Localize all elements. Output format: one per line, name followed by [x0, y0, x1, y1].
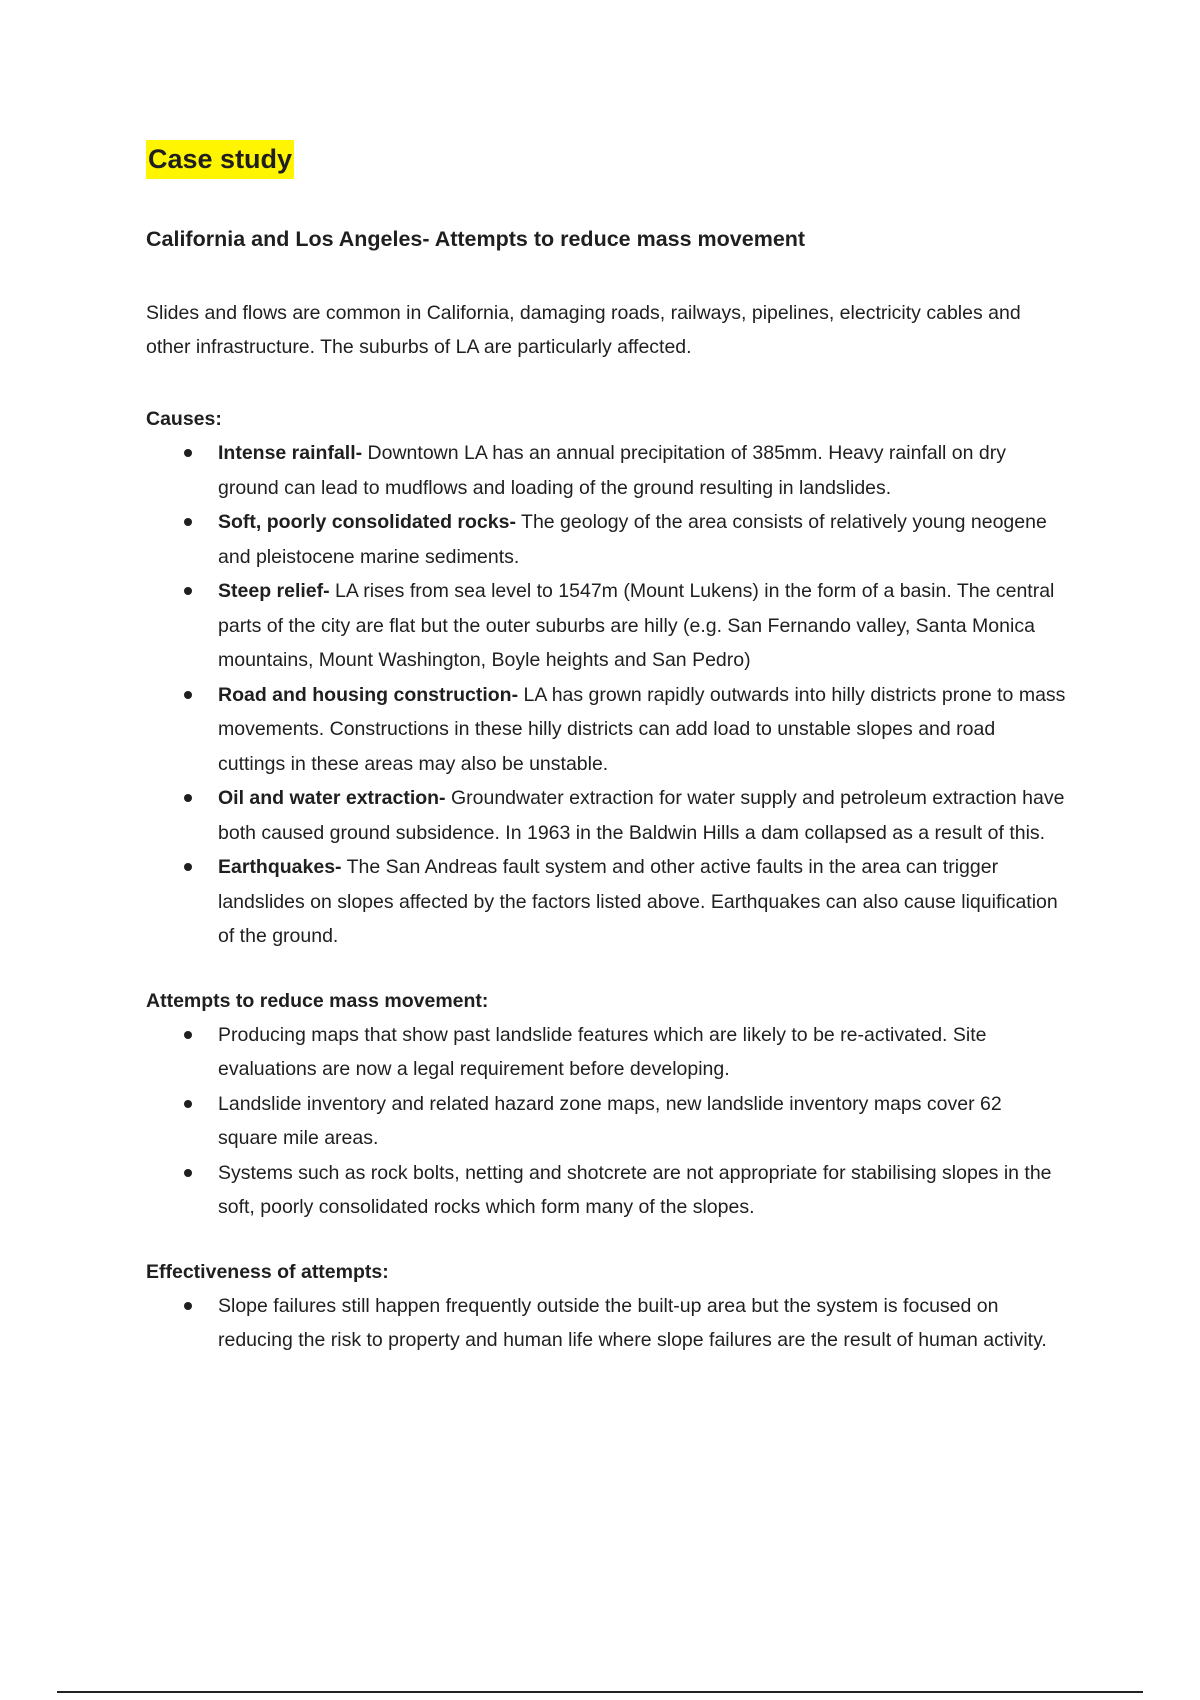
bullet-lead: Road and housing construction-	[218, 683, 519, 706]
bullet-lead: Intense rainfall-	[218, 442, 363, 464]
attempts-heading: Attempts to reduce mass movement:	[146, 989, 489, 1012]
causes-section	[146, 402, 1066, 954]
footer-rule	[57, 1691, 1143, 1693]
list-item	[146, 436, 1066, 505]
list-item: Systems such as rock bolts, netting and shotcrete are not appropriate for stabilising slopes in the soft, poorly consolidated rocks which form many of the slopes.	[146, 1156, 1066, 1225]
list-item	[146, 850, 1066, 954]
list-item	[146, 678, 1066, 782]
bullet-text: LA has grown rapidly outwards into hilly districts prone to mass movements. Constructions in these hilly districts can add load to unstable slopes and road cuttings in these areas may also be unstable.	[218, 683, 1066, 775]
bullet-text: Downtown LA has an annual precipitation of 385mm. Heavy rainfall on dry ground can lead to mudflows and loading of the ground resulting in landslides.	[218, 442, 1006, 499]
list-item: Producing maps that show past landslide features which are likely to be re-activated. Site evaluations are now a legal requirement before developing.	[146, 1018, 1066, 1087]
effectiveness-section	[146, 1255, 1066, 1358]
effectiveness-list	[146, 1289, 1066, 1358]
list-item: Slope failures still happen frequently outside the built-up area but the system is focused on reducing the risk to property and human life where slope failures are the result of human activity.	[146, 1289, 1066, 1358]
list-item	[146, 781, 1066, 850]
bullet-lead: Steep relief-	[218, 580, 330, 602]
case-study-heading: Case study	[146, 140, 294, 179]
bullet-lead: Soft, poorly consolidated rocks-	[218, 511, 516, 533]
bullet-text: The San Andreas fault system and other active faults in the area can trigger landslides on slopes affected by the factors listed above. Earthquakes can also cause liquification of the ground.	[218, 856, 1058, 947]
causes-heading: Causes:	[146, 408, 222, 430]
bullet-lead: Oil and water extraction-	[218, 787, 446, 809]
list-item: Landslide inventory and related hazard zone maps, new landslide inventory maps cover 62 square mile areas.	[146, 1087, 1066, 1156]
effectiveness-heading: Effectiveness of attempts:	[146, 1260, 389, 1283]
attempts-list	[146, 1018, 1066, 1225]
list-item	[146, 505, 1066, 574]
causes-list	[146, 436, 1066, 954]
document-page	[146, 140, 1066, 1388]
attempts-section	[146, 984, 1066, 1225]
bullet-text: The geology of the area consists of relatively young neogene and pleistocene marine sediments.	[218, 511, 1047, 568]
intro-paragraph: Slides and flows are common in California, damaging roads, railways, pipelines, electricity cables and other infrastructure. The suburbs of LA are particularly affected.	[146, 302, 1021, 358]
bullet-text: LA rises from sea level to 1547m (Mount Lukens) in the form of a basin. The central parts of the city are flat but the outer suburbs are hilly (e.g. San Fernando valley, Santa Monica mountains, Mount Washington, Boyle heights and San Pedro)	[218, 580, 1055, 671]
bullet-text: Groundwater extraction for water supply and petroleum extraction have both caused ground subsidence. In 1963 in the Baldwin Hills a dam collapsed as a result of this.	[218, 787, 1065, 844]
bullet-lead: Earthquakes-	[218, 856, 342, 878]
list-item	[146, 574, 1066, 678]
document-subtitle: California and Los Angeles- Attempts to reduce mass movement	[146, 227, 806, 251]
